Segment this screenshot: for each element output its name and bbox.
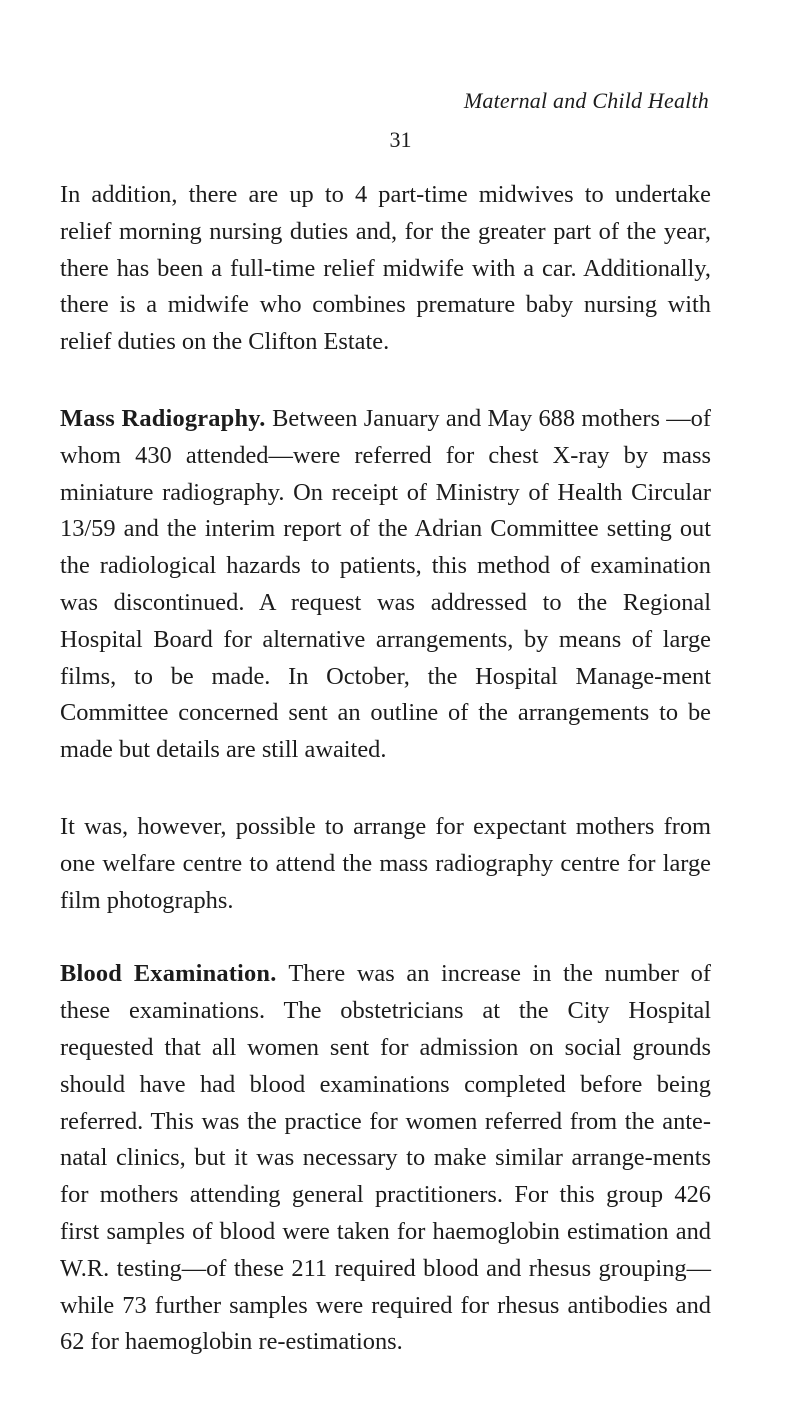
paragraph-text: Between January and May 688 mothers —of whom 430 attended—were referred for chest X-ray by mass miniature radiography. On receipt of Ministry of Health Circular 13/59 and the interim report of the Adrian Committee setting out the radiological hazards to patients, this method of examination was discontinued. A request was addressed to the Regional Hospital Board for alternative arrangements, by means of large films, to be made. In October, the Hospital Manage-ment Committee concerned sent an outline of the arrangements to be made but details are still awaited. [60,404,711,764]
paragraph-text: In addition, there are up to 4 part-time midwives to undertake relief morning nursing duties and, for the greater part of the year, there has been a full-time relief midwife with a car. Additionally, there is a midwife who combines premature baby nursing with relief duties on the Clifton Estate. [60,181,711,356]
body-text [60,177,711,1402]
paragraph-text: There was an increase in the number of these examinations. The obstetricians at the City Hospital requested that all women sent for admission on social grounds should have had blood examinations completed before being referred. This was the practice for women referred from the ante-natal clinics, but it was necessary to make similar arrange-ments for mothers attending general practitioners. For this group 426 first samples of blood were taken for haemoglobin estimation and W.R. testing—of these 211 required blood and rhesus grouping—while 73 further samples were required for rhesus antibodies and 62 for haemoglobin re-estimations. [60,960,711,1356]
paragraph-text: It was, however, possible to arrange for expectant mothers from one welfare centre to attend the mass radiography centre for large film photographs. [60,812,711,914]
section-heading-mass-radiography: Mass Radiography. [60,404,273,432]
paragraph-mass-radiography [60,401,711,769]
running-title: Maternal and Child Health [463,88,709,113]
page-number: 31 [389,127,412,152]
paragraph-expectant-mothers [60,809,711,919]
paragraph-blood-examination [60,956,711,1361]
section-heading-blood-examination: Blood Examination. [60,960,289,988]
paragraph-midwives [60,177,711,361]
